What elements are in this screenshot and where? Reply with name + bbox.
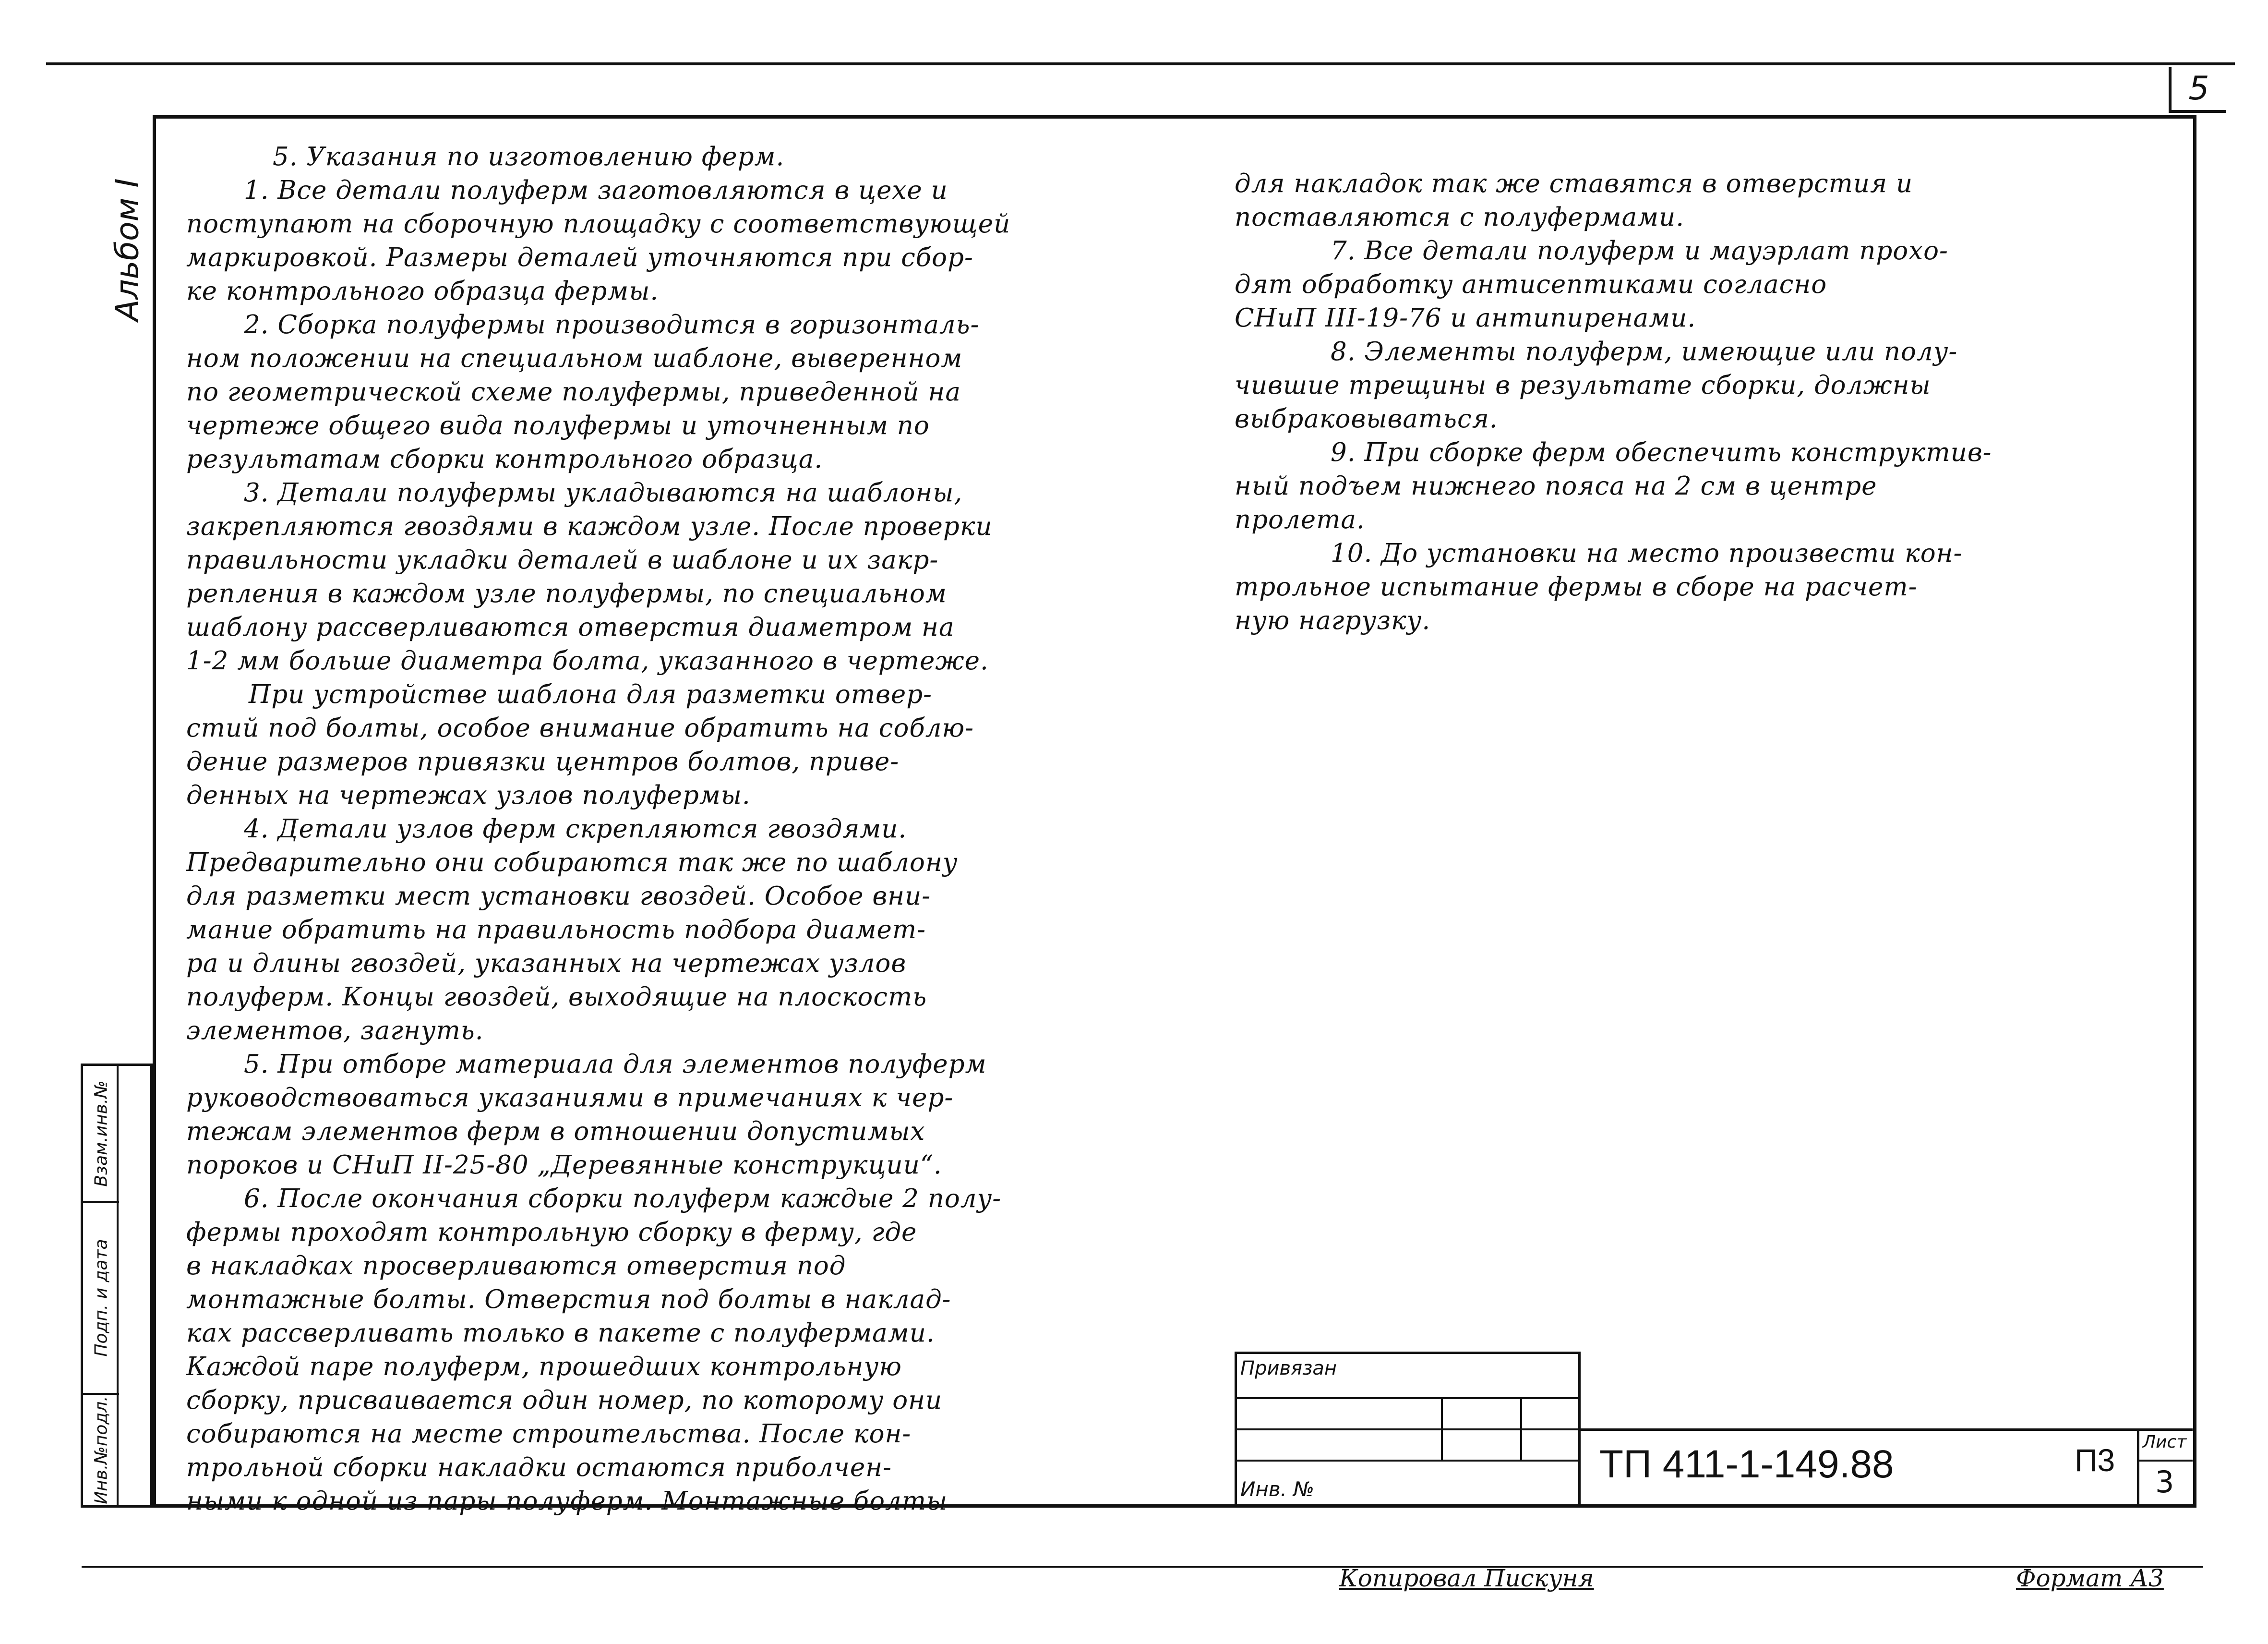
text-line: денных на чертежах узлов полуфермы. [186, 781, 751, 810]
tb-rule [2137, 1460, 2193, 1462]
tb-rule [1580, 1428, 2193, 1431]
text-line: поставляются с полуфермами. [1235, 203, 1685, 232]
text-line: трольной сборки накладки остаются приболчен- [186, 1453, 892, 1482]
tb-rule [2137, 1428, 2139, 1504]
text-line: ном положении на специальном шаблоне, выверенном [186, 344, 963, 373]
text-line: чертеже общего вида полуфермы и уточненным по [186, 411, 930, 440]
margin-stamp [81, 1064, 153, 1508]
text-line: пролета. [1235, 505, 1365, 534]
tb-rule [1235, 1428, 1580, 1430]
sheet-number: 3 [2155, 1464, 2174, 1499]
stamp-cell-instead-inv [83, 1066, 119, 1203]
text-line: ный подъем нижнего пояса на 2 см в центре [1235, 471, 1877, 501]
text-line: в накладках просверливаются отверстия под [186, 1251, 846, 1281]
text-line: ра и длины гвоздей, указанных на чертежах узлов [186, 949, 907, 978]
paper-format: Формат А3 [2016, 1564, 2164, 1592]
text-line: ными к одной из пары полуферм. Монтажные болты [186, 1487, 948, 1516]
doc-code: ТП 411-1-149.88 [1599, 1442, 1894, 1486]
text-line: по геометрической схеме полуфермы, приведенной на [186, 377, 961, 407]
text-line: ную нагрузку. [1235, 606, 1431, 635]
text-line: репления в каждом узле полуфермы, по специальном [186, 579, 947, 608]
text-line: для разметки мест установки гвоздей. Особое вни- [186, 882, 931, 911]
text-line: ках рассверливать только в пакете с полуфермами. [186, 1318, 935, 1348]
album-label [98, 158, 156, 341]
text-line: 8. Элементы полуферм, имеющие или полу- [1331, 337, 1958, 366]
text-line: правильности укладки деталей в шаблоне и их закр- [186, 545, 939, 575]
text-line: закрепляются гвоздями в каждом узле. После проверки [186, 512, 993, 541]
text-line: 7. Все детали полуферм и мауэрлат прохо- [1331, 236, 1948, 266]
tb-rule [1578, 1352, 1581, 1504]
text-line: Предварительно они собираются так же по шаблону [186, 848, 958, 877]
text-line: дение размеров привязки центров болтов, приве- [186, 747, 900, 776]
text-line: для накладок так же ставятся в отверстия и [1235, 169, 1913, 198]
text-line: поступают на сборочную площадку с соответствующей [186, 209, 1011, 239]
text-line: чившие трещины в результате сборки, должны [1235, 371, 1931, 400]
bound-label: Привязан [1240, 1357, 1337, 1379]
text-line: пороков и СНиП II-25-80 „Деревянные конструкции“. [186, 1150, 942, 1180]
text-line: выбраковываться. [1235, 404, 1498, 434]
tb-rule [1235, 1352, 1237, 1504]
text-line: 6. После окончания сборки полуферм каждые 2 полу- [244, 1184, 1002, 1213]
text-line: 9. При сборке ферм обеспечить конструктив- [1331, 438, 1992, 467]
text-line: сборку, присваивается один номер, по которому они [186, 1386, 943, 1415]
stamp-instead-inv: Взам.инв.№ [91, 1080, 111, 1187]
copied-by: Копировал Пискуня [1339, 1564, 1594, 1592]
text-line: трольное испытание фермы в сборе на расчет- [1235, 572, 1918, 602]
page-number: 5 [2169, 67, 2226, 113]
text-line: 4. Детали узлов ферм скрепляются гвоздями. [244, 814, 907, 844]
section-code: П3 [2075, 1442, 2115, 1478]
text-line: 5. При отборе материала для элементов полуферм [244, 1050, 987, 1079]
text-line: Каждой паре полуферм, прошедших контрольную [186, 1352, 902, 1381]
text-line: 10. До установки на место произвести кон- [1331, 539, 1963, 568]
text-line: маркировкой. Размеры деталей уточняются при сбор- [186, 243, 973, 272]
text-line: монтажные болты. Отверстия под болты в наклад- [186, 1285, 951, 1314]
tb-rule [1235, 1352, 1580, 1354]
tb-rule [1520, 1397, 1522, 1460]
sheet-label: Лист [2143, 1432, 2187, 1452]
text-line: результатам сборки контрольного образца. [186, 445, 823, 474]
text-line: 1. Все детали полуферм заготовляются в цехе и [244, 176, 948, 205]
text-line: мание обратить на правильность подбора диамет- [186, 915, 926, 944]
text-line: фермы проходят контрольную сборку в ферму, где [186, 1218, 917, 1247]
stamp-cell-inv-orig [83, 1395, 119, 1505]
text-line: руководствоваться указаниями в примечаниях к чер- [186, 1083, 954, 1112]
text-line: стий под болты, особое внимание обратить на соблю- [186, 713, 974, 743]
text-line: элементов, загнуть. [186, 1016, 484, 1045]
stamp-cell-sign-date [83, 1203, 119, 1395]
text-line: 1-2 мм больше диаметра болта, указанного в чертеже. [186, 646, 989, 676]
left-text-column [186, 140, 1161, 1518]
text-line: 3. Детали полуфермы укладываются на шаблоны, [244, 478, 963, 508]
bottom-rule [82, 1566, 2203, 1568]
inv-label: Инв. № [1240, 1477, 1315, 1501]
text-line: тежам элементов ферм в отношении допустимых [186, 1117, 925, 1146]
text-line: 2. Сборка полуфермы производится в горизонталь- [244, 310, 980, 339]
title-block [1235, 1352, 2193, 1504]
tb-rule [1441, 1397, 1443, 1460]
text-line: дят обработку антисептиками согласно [1235, 270, 1827, 299]
text-line: 5. Указания по изготовлению ферм. [273, 142, 785, 171]
tb-rule [1235, 1460, 1580, 1462]
text-line: СНиП III-19-76 и антипиренами. [1235, 303, 1696, 333]
text-line: полуферм. Концы гвоздей, выходящие на плоскость [186, 982, 927, 1012]
stamp-inv-orig: Инв.№подл. [91, 1396, 111, 1504]
text-line: собираются на месте строительства. После кон- [186, 1419, 912, 1449]
album-label-text: Альбом I [108, 178, 146, 321]
text-line: При устройстве шаблона для разметки отвер- [249, 680, 933, 709]
right-text-column [1235, 167, 2185, 638]
text-line: шаблону рассверливаются отверстия диаметром на [186, 613, 955, 642]
tb-rule [1235, 1397, 1580, 1399]
stamp-sign-date: Подп. и дата [91, 1239, 111, 1357]
text-line: ке контрольного образца фермы. [186, 277, 659, 306]
